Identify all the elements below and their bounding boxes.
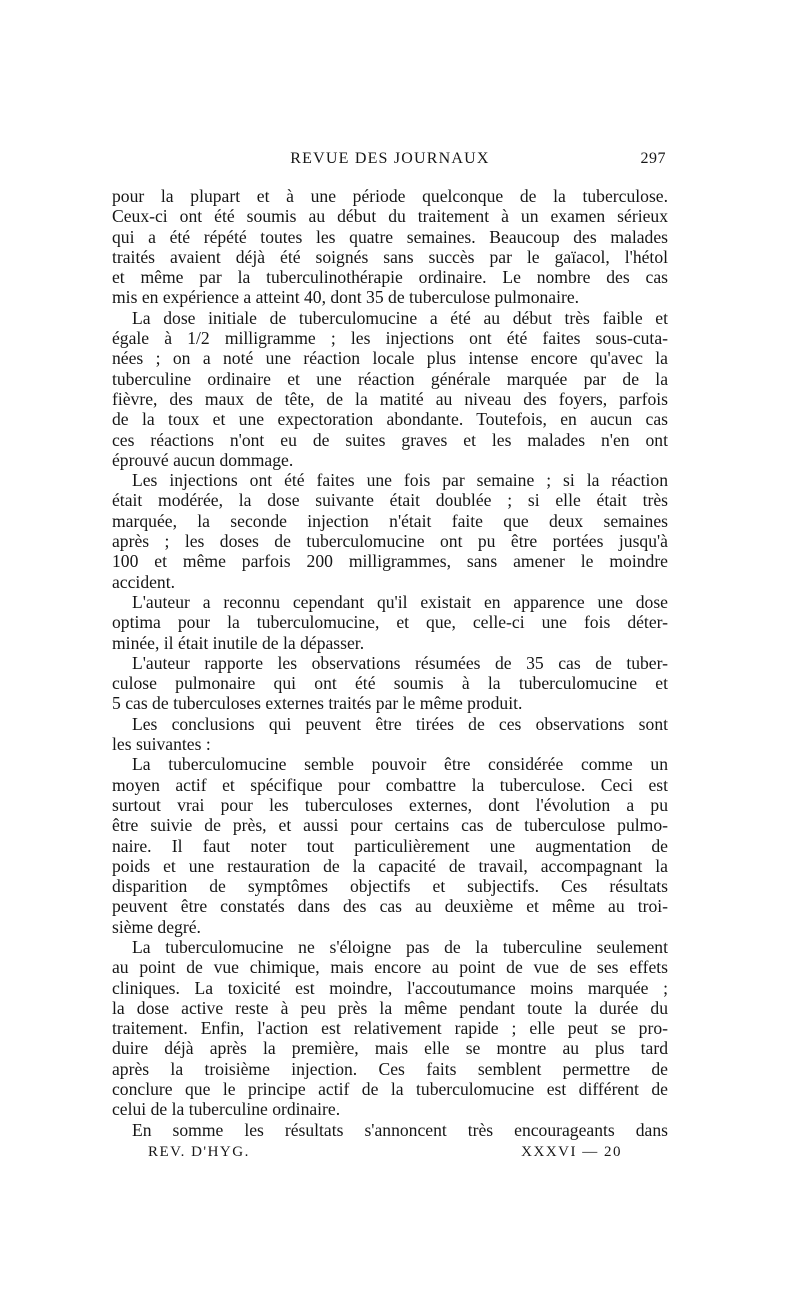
text-line: naire. Il faut noter tout particulièrement une augmentation de [112,835,668,856]
text-line: Les injections ont été faites une fois par semaine ; si la réaction [132,470,668,491]
text-line: ces réactions n'ont eu de suites graves et les malades n'en ont [112,429,668,450]
text-line: traitement. Enfin, l'action est relativement rapide ; elle peut se pro- [112,1018,668,1039]
text-line: de la toux et une expectoration abondante. Toutefois, en aucun cas [112,409,668,430]
text-line: peuvent être constatés dans des cas au deuxième et même au troi- [112,896,668,917]
footer-signature: XXXVI — 20 [521,1144,622,1160]
journal-section-title: REVUE DES JOURNAUX [290,150,490,167]
text-line: pour la plupart et à une période quelconque de la tuberculose. [112,186,668,206]
text-line: la dose active reste à peu près la même pendant toute la durée du [112,997,668,1018]
text-line: cliniques. La toxicité est moindre, l'accoutumance moins marquée ; [112,977,668,998]
text-line: marquée, la seconde injection n'était faite que deux semaines [112,510,668,531]
text-line: les suivantes : [112,734,211,755]
text-line: égale à 1/2 milligramme ; les injections ont été faites sous-cuta- [112,328,668,349]
text-line: optima pour la tuberculomucine, et que, celle-ci une fois déter- [112,612,668,633]
text-line: mis en expérience a atteint 40, dont 35 de tuberculose pulmonaire. [112,287,580,308]
page-number: 297 [640,150,666,167]
text-line: traités avaient déjà été soignés sans succès par le gaïacol, l'hétol [112,246,668,267]
text-line: Les conclusions qui peuvent être tirées de ces observations sont [132,713,668,734]
article-body [112,186,668,1140]
text-line: En somme les résultats s'annoncent très encourageants dans [132,1119,668,1140]
text-line: sième degré. [112,916,201,937]
page-footer [148,1144,622,1168]
text-line: surtout vrai pour les tuberculoses externes, dont l'évolution a pu [112,794,668,815]
text-line: tuberculine ordinaire et une réaction générale marquée par de la [112,368,668,389]
text-line: minée, il était inutile de la dépasser. [112,632,365,653]
text-line: était modérée, la dose suivante était doublée ; si elle était très [112,490,668,511]
text-line: qui a été répété toutes les quatre semaines. Beaucoup des malades [112,226,668,247]
text-line: conclure que le principe actif de la tuberculomucine est différent de [112,1079,668,1100]
text-line: après ; les doses de tuberculomucine ont pu être portées jusqu'à [112,531,668,552]
text-line: nées ; on a noté une réaction locale plus intense encore qu'avec la [112,348,668,369]
text-line: après la troisième injection. Ces faits semblent permettre de [112,1058,668,1079]
text-line: La dose initiale de tuberculomucine a été au début très faible et [132,307,668,328]
text-line: éprouvé aucun dommage. [112,449,294,470]
text-line: L'auteur a reconnu cependant qu'il existait en apparence une dose [132,591,668,612]
text-line: La tuberculomucine semble pouvoir être considérée comme un [132,754,668,775]
text-line: être suivie de près, et aussi pour certains cas de tuberculose pulmo- [112,815,668,836]
text-line: accident. [112,571,176,592]
text-line: au point de vue chimique, mais encore au point de vue de ses effets [112,957,668,978]
text-line: poids et une restauration de la capacité de travail, accompagnant la [112,855,668,876]
text-line: 100 et même parfois 200 milligrammes, sans amener le moindre [112,551,668,572]
text-line: disparition de symptômes objectifs et subjectifs. Ces résultats [112,876,668,897]
text-line: La tuberculomucine ne s'éloigne pas de la tuberculine seulement [132,936,668,957]
text-line: et même par la tuberculinothérapie ordinaire. Le nombre des cas [112,267,668,288]
text-line: culose pulmonaire qui ont été soumis à la tuberculomucine et [112,673,668,694]
text-line: L'auteur rapporte les observations résumées de 35 cas de tuber- [132,652,668,673]
text-line: fièvre, des maux de tête, de la matité au niveau des foyers, parfois [112,388,668,409]
text-line: moyen actif et spécifique pour combattre la tuberculose. Ceci est [112,774,668,795]
text-line: duire déjà après la première, mais elle se montre au plus tard [112,1038,668,1059]
text-line: Ceux-ci ont été soumis au début du traitement à un examen sérieux [112,206,668,227]
text-line: 5 cas de tuberculoses externes traités par le même produit. [112,693,523,714]
running-head [110,148,670,172]
footer-journal-abbrev: REV. D'HYG. [148,1144,250,1160]
text-line: celui de la tuberculine ordinaire. [112,1099,341,1120]
